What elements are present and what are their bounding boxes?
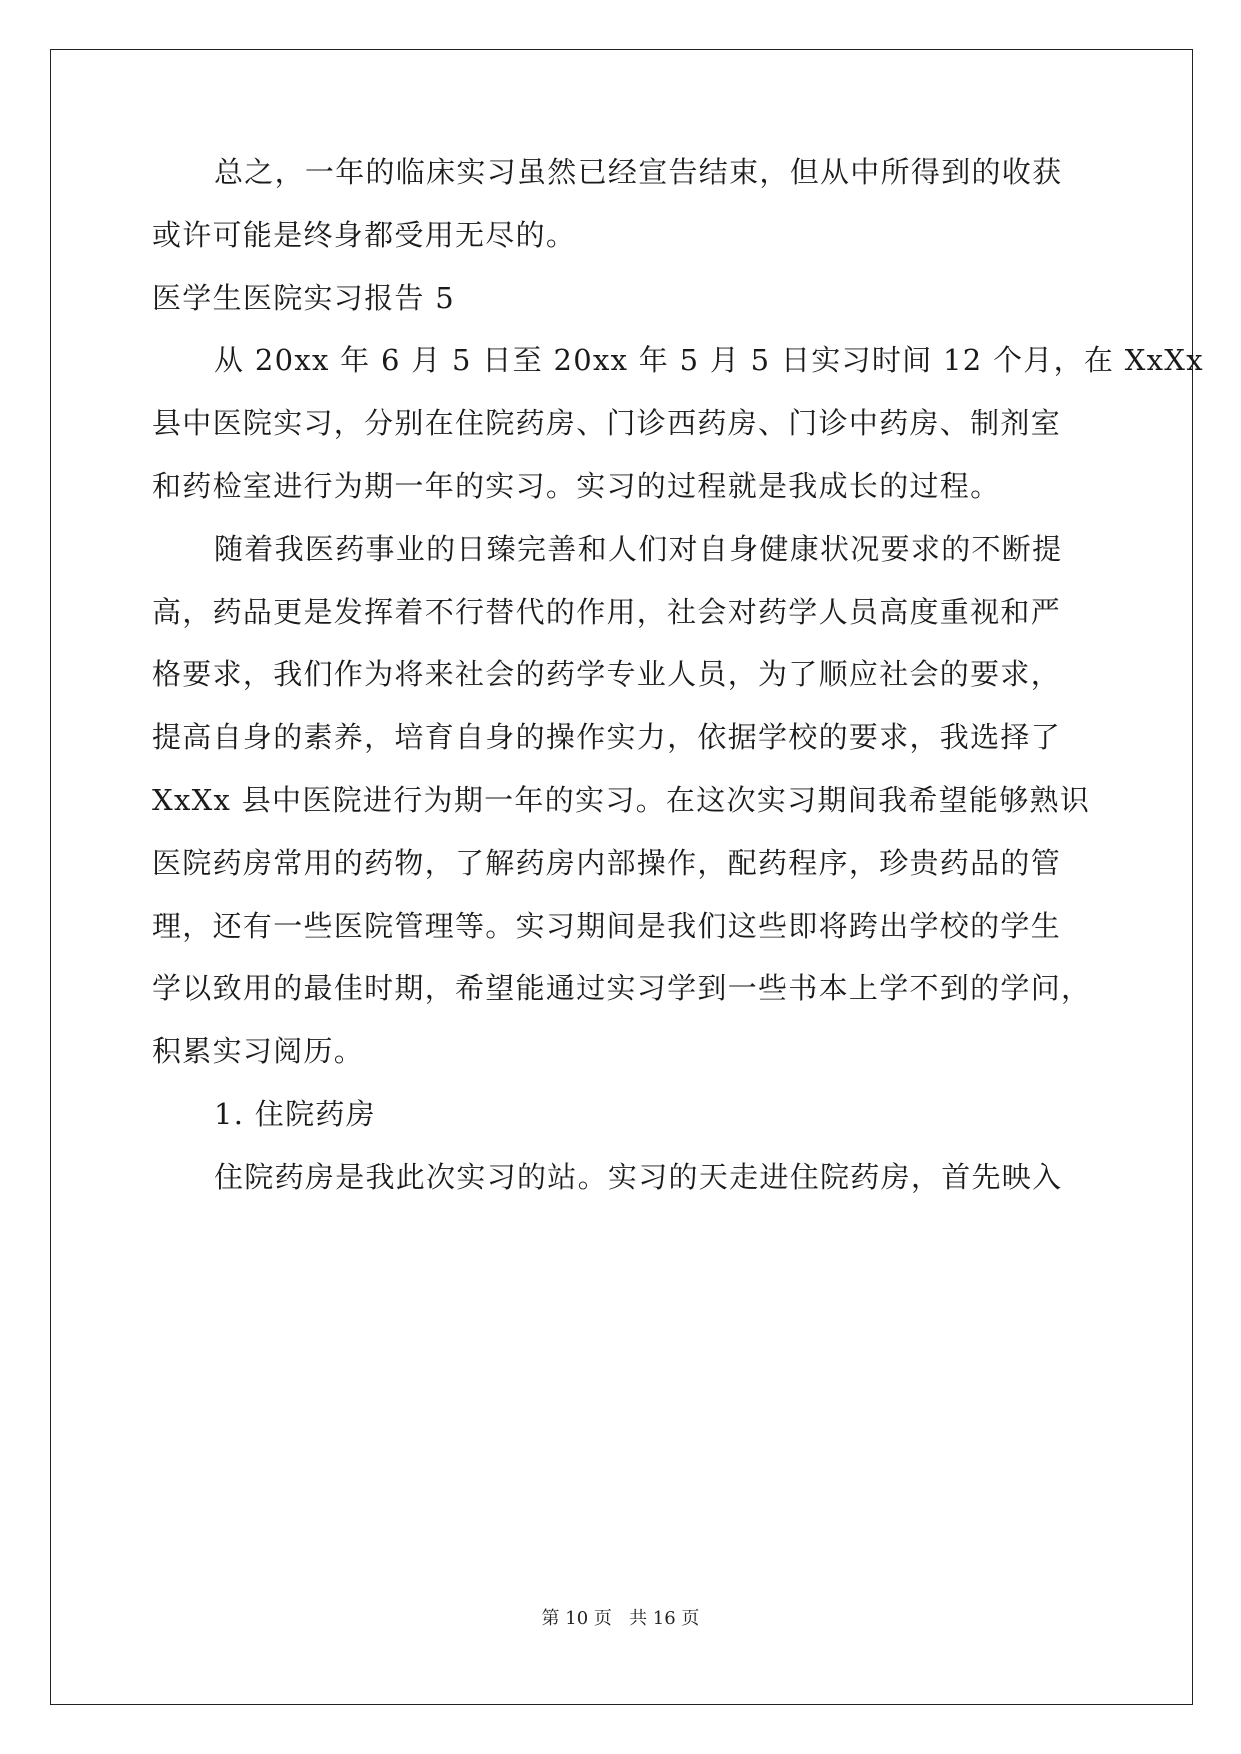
paragraph-line: 和药检室进行为期一年的实习。实习的过程就是我成长的过程。: [152, 469, 1001, 503]
paragraph-line: XxXx 县中医院进行为期一年的实习。在这次实习期间我希望能够熟识: [152, 783, 1091, 817]
page-footer: [0, 1604, 1241, 1630]
section-heading: 医学生医院实习报告 5: [152, 281, 455, 315]
paragraph-line: 总之，一年的临床实习虽然已经宣告结束，但从中所得到的收获: [214, 155, 1063, 189]
paragraph-line: 从 20xx 年 6 月 5 日至 20xx 年 5 月 5 日实习时间 12 个月，在 XxXx: [214, 343, 1204, 377]
paragraph-line: 提高自身的素养，培育自身的操作实力，依据学校的要求，我选择了: [152, 720, 1062, 754]
paragraph-line: 理，还有一些医院管理等。实习期间是我们这些即将跨出学校的学生: [152, 909, 1062, 943]
paragraph-line: 随着我医药事业的日臻完善和人们对自身健康状况要求的不断提: [214, 532, 1063, 566]
paragraph-line: 或许可能是终身都受用无尽的。: [152, 218, 577, 252]
paragraph-line: 高，药品更是发挥着不行替代的作用，社会对药学人员高度重视和严: [152, 595, 1062, 629]
paragraph-line: 住院药房是我此次实习的站。实习的天走进住院药房，首先映入: [214, 1160, 1063, 1194]
paragraph-line: 格要求，我们作为将来社会的药学专业人员，为了顺应社会的要求，: [152, 657, 1062, 691]
page-number: 第 10 页: [541, 1608, 612, 1629]
paragraph-line: 医院药房常用的药物，了解药房内部操作，配药程序，珍贵药品的管: [152, 846, 1062, 880]
list-heading: 1. 住院药房: [214, 1097, 376, 1131]
paragraph-line: 学以致用的最佳时期，希望能通过实习学到一些书本上学不到的学问，: [152, 971, 1092, 1005]
page-total: 共 16 页: [629, 1608, 700, 1629]
paragraph-line: 积累实习阅历。: [152, 1034, 365, 1068]
paragraph-line: 县中医院实习，分别在住院药房、门诊西药房、门诊中药房、制剂室: [152, 406, 1062, 440]
